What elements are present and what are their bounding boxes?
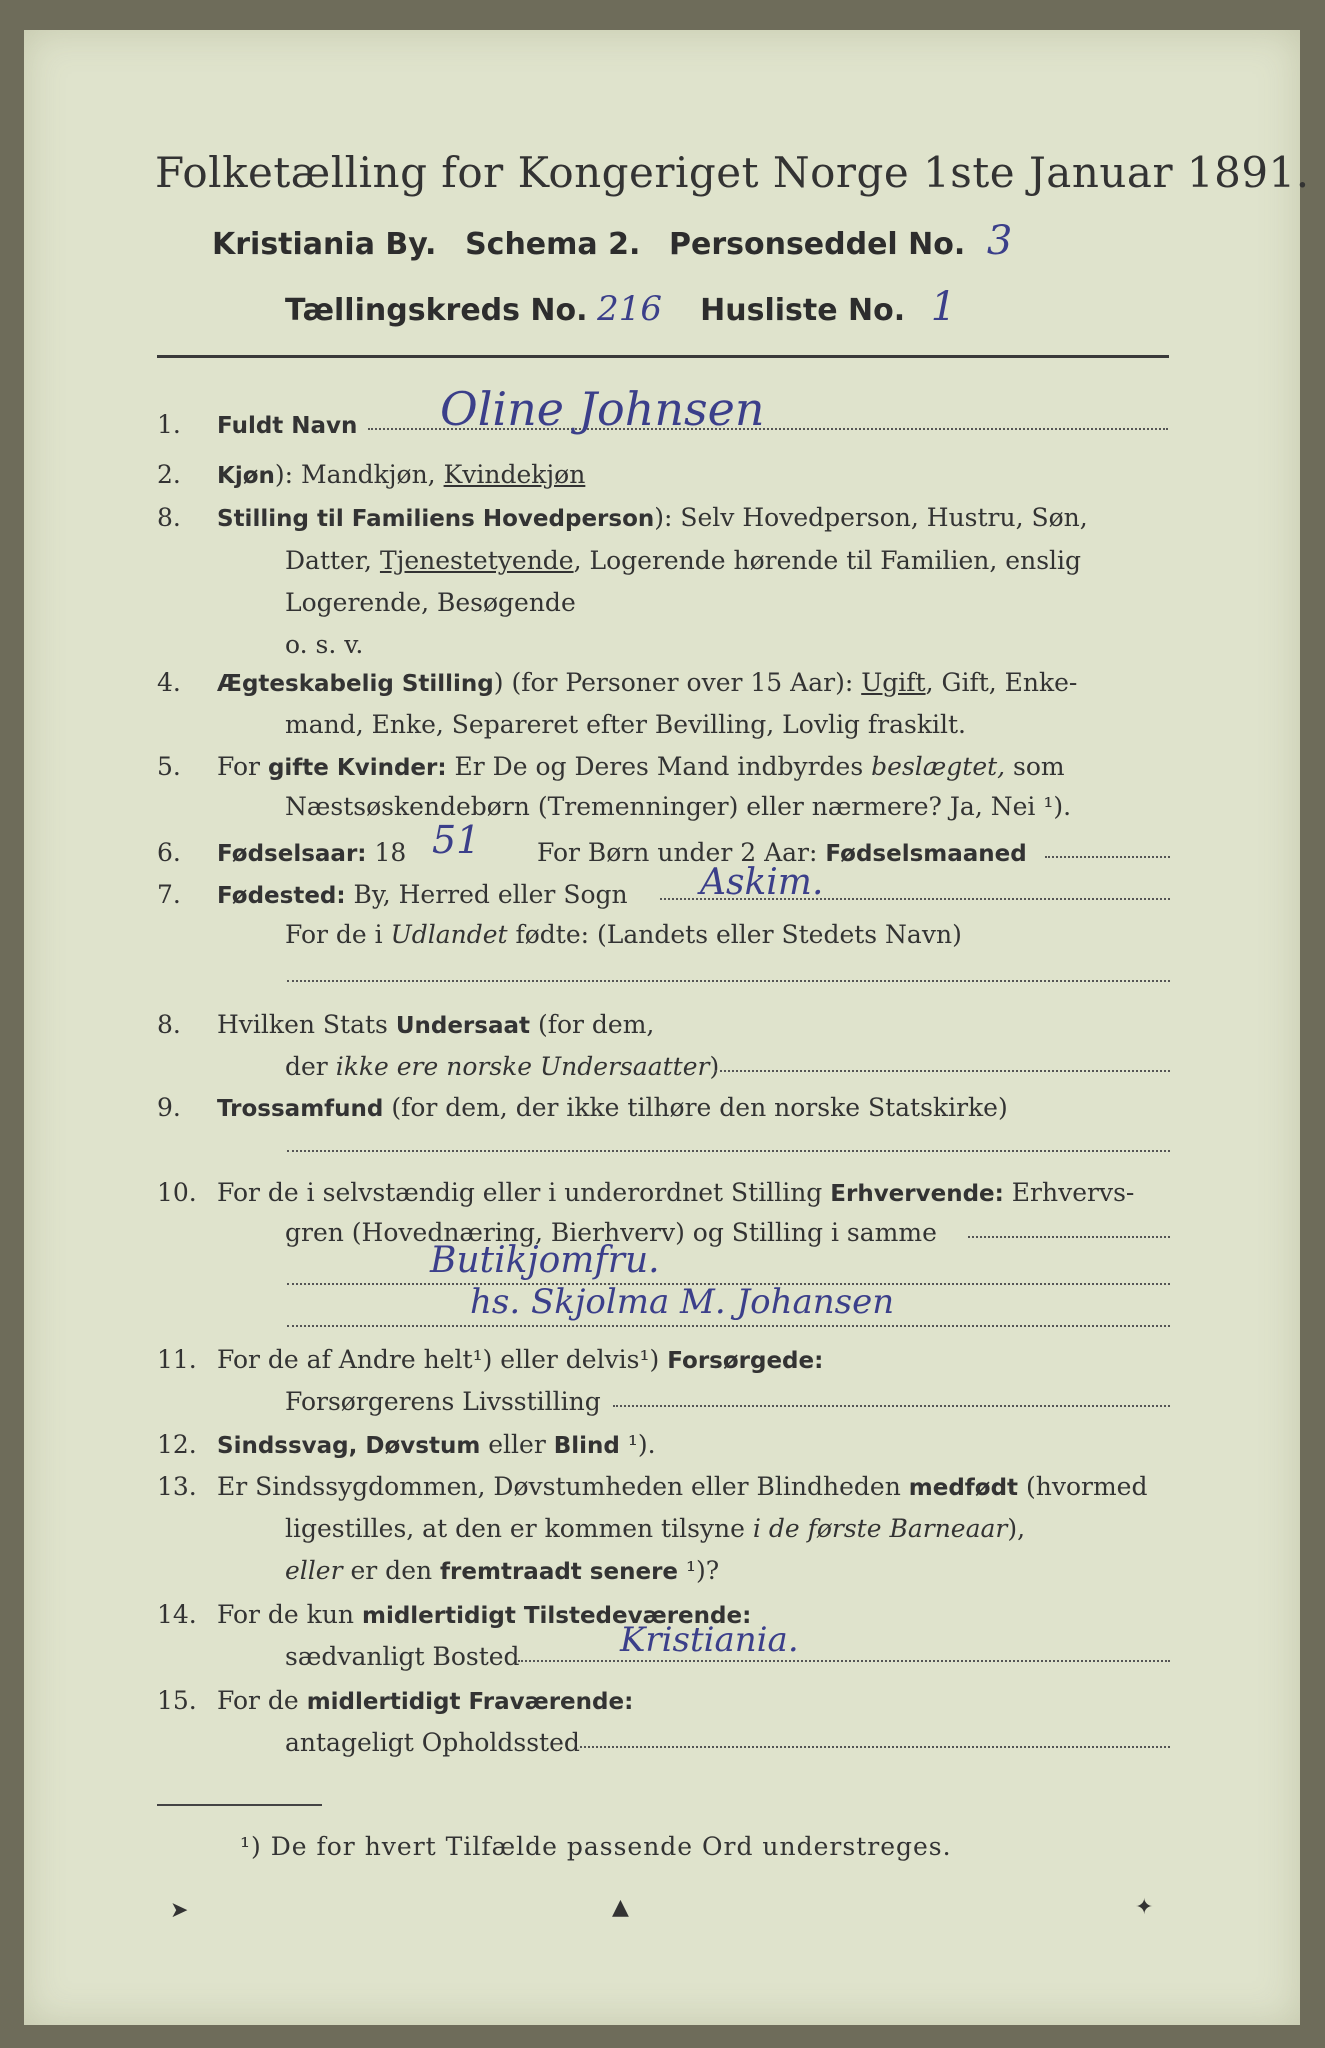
item-text: For de kun xyxy=(217,1600,362,1629)
item-3 xyxy=(157,503,1172,532)
kreds-label: Tællingskreds No. xyxy=(285,293,588,328)
item-15 xyxy=(157,1686,1172,1715)
personseddel-label: Personseddel No. xyxy=(668,227,966,262)
underlined-option: Kvindekjøn xyxy=(443,460,586,489)
item-label: medfødt xyxy=(908,1475,1019,1501)
item-number: 6. xyxy=(157,838,181,867)
item-text: ) (for Personer over 15 Aar): xyxy=(493,668,862,697)
item-text: i de første Barneaar xyxy=(752,1514,1008,1543)
item-text: For xyxy=(217,752,268,781)
item-8 xyxy=(157,1010,1172,1039)
item-text: ): Selv Hovedperson, Hustru, Søn, xyxy=(654,503,1088,532)
item-text: eller xyxy=(480,1430,554,1459)
answer-line xyxy=(580,1746,1170,1748)
form-title: Folketælling for Kongeriget Norge 1ste Januar 1891. xyxy=(155,148,1310,197)
registration-mark-icon: ✦ xyxy=(1135,1895,1154,1920)
item-text: ikke ere norske Undersaatter xyxy=(335,1052,710,1081)
form-subheader-2 xyxy=(285,284,956,330)
item-label: Trossamfund xyxy=(217,1096,384,1122)
item-11 xyxy=(157,1345,1172,1374)
item-label: Sindssvag, Døvstum xyxy=(217,1433,481,1459)
item-15-line-2: antageligt Opholdssted xyxy=(285,1728,580,1757)
item-text: Erhvervs- xyxy=(1003,1178,1135,1207)
husliste-value: 1 xyxy=(930,284,957,330)
item-5 xyxy=(157,752,1172,781)
answer-line xyxy=(715,1070,1170,1072)
item-number: 5. xyxy=(157,752,181,781)
full-name-answer: Oline Johnsen xyxy=(440,382,765,436)
item-text: For de xyxy=(217,1686,307,1715)
item-text: For de i xyxy=(285,920,391,949)
item-label: Fødselsaar: xyxy=(217,841,367,867)
year-prefix: 18 xyxy=(374,838,407,867)
item-3-line-3: Logerende, Besøgende xyxy=(285,588,576,617)
registration-mark-icon: ▲ xyxy=(612,1895,629,1920)
item-label: Ægteskabelig Stilling xyxy=(217,671,494,697)
personseddel-value: 3 xyxy=(986,218,1013,264)
item-text: For de af Andre helt¹) eller delvis¹) xyxy=(217,1345,668,1374)
item-3-line-4: o. s. v. xyxy=(285,630,364,659)
item-number: 8. xyxy=(157,1010,181,1039)
item-text: der xyxy=(285,1052,336,1081)
answer-line xyxy=(287,1325,1170,1327)
answer-line xyxy=(968,1236,1170,1238)
item-text: (hvormed xyxy=(1018,1472,1148,1501)
item-13-line-3 xyxy=(285,1556,719,1585)
answer-line xyxy=(613,1405,1170,1407)
item-text: For de i selvstændig eller i underordnet Stilling xyxy=(217,1178,831,1207)
birth-year-answer: 51 xyxy=(432,818,481,862)
item-label: gifte Kvinder: xyxy=(267,755,447,781)
item-text: By, Herred eller Sogn xyxy=(345,880,628,909)
item-text: Er Sindssygdommen, Døvstumheden eller Blindheden xyxy=(217,1472,909,1501)
item-text: , Gift, Enke- xyxy=(925,668,1078,697)
item-9 xyxy=(157,1093,1172,1122)
item-4-line-2: mand, Enke, Separeret efter Bevilling, Lovlig fraskilt. xyxy=(285,710,966,739)
item-label: Stilling til Familiens Hovedperson xyxy=(217,506,655,532)
item-text: ¹)? xyxy=(678,1556,720,1585)
item-text: Datter, xyxy=(285,546,380,575)
item-text: ): Mandkjøn, xyxy=(274,460,444,489)
item-number: 9. xyxy=(157,1093,181,1122)
header-rule xyxy=(157,355,1169,358)
answer-line xyxy=(1045,856,1170,858)
item-label: fremtraadt senere xyxy=(440,1559,679,1585)
item-number: 13. xyxy=(157,1472,197,1501)
item-number: 8. xyxy=(157,503,181,532)
form-subheader xyxy=(212,218,1012,264)
item-7-line-2 xyxy=(285,920,962,949)
city-label: Kristiania By. xyxy=(212,227,437,262)
item-label: Forsørgede: xyxy=(667,1348,824,1374)
footnote: ¹) De for hvert Tilfælde passende Ord understreges. xyxy=(240,1832,952,1861)
underlined-option: Ugift xyxy=(861,668,926,697)
registration-mark-icon: ➤ xyxy=(170,1898,189,1923)
answer-line xyxy=(287,980,1170,982)
item-11-line-2: Forsørgerens Livsstilling xyxy=(285,1387,601,1416)
item-text: fødte: (Landets eller Stedets Navn) xyxy=(507,920,962,949)
item-number: 10. xyxy=(157,1178,197,1207)
item-8-line-2 xyxy=(285,1052,719,1081)
item-label: Blind xyxy=(553,1433,620,1459)
item-text: (for dem, der ikke tilhøre den norske Statskirke) xyxy=(383,1093,1008,1122)
item-3-line-2 xyxy=(285,546,1081,575)
item-text: (for dem, xyxy=(530,1010,655,1039)
footnote-rule xyxy=(157,1804,322,1806)
item-number: 12. xyxy=(157,1430,197,1459)
item-text: ) xyxy=(709,1052,720,1081)
item-number: 14. xyxy=(157,1600,197,1629)
item-text: ), xyxy=(1007,1514,1026,1543)
item-label: Fødselsmaaned xyxy=(825,841,1027,867)
item-text: som xyxy=(1005,752,1065,781)
item-label: Undersaat xyxy=(395,1013,530,1039)
item-text: eller xyxy=(285,1556,343,1585)
item-10-line-2: gren (Hovednæring, Bierhverv) og Stilling i samme xyxy=(285,1218,937,1247)
item-10 xyxy=(157,1178,1172,1207)
birthplace-answer: Askim. xyxy=(700,862,824,903)
item-text: er den xyxy=(342,1556,441,1585)
item-number: 15. xyxy=(157,1686,197,1715)
item-label: Kjøn xyxy=(217,463,275,489)
employer-answer: hs. Skjolma M. Johansen xyxy=(470,1282,895,1322)
item-5-line-2: Næstsøskendebørn (Tremenninger) eller nærmere? Ja, Nei ¹). xyxy=(285,792,1072,821)
item-text: beslægtet, xyxy=(871,752,1006,781)
item-text: , Logerende hørende til Familien, enslig xyxy=(573,546,1082,575)
husliste-label: Husliste No. xyxy=(700,293,906,328)
item-label: Fuldt Navn xyxy=(217,413,358,439)
item-text: Hvilken Stats xyxy=(217,1010,396,1039)
item-label: Erhvervende: xyxy=(830,1181,1004,1207)
answer-line xyxy=(518,1660,1170,1662)
item-number: 4. xyxy=(157,668,181,697)
item-14-line-2: sædvanligt Bosted xyxy=(285,1642,520,1671)
underlined-option: Tjenestetyende xyxy=(379,546,574,575)
item-text: For Børn under 2 Aar: xyxy=(537,838,826,867)
item-text: Er De og Deres Mand indbyrdes xyxy=(446,752,872,781)
item-12 xyxy=(157,1430,1172,1459)
item-label: Fødested: xyxy=(217,883,346,909)
item-2 xyxy=(157,460,1172,489)
item-4 xyxy=(157,668,1172,697)
item-text: ligestilles, at den er kommen tilsyne xyxy=(285,1514,753,1543)
item-number: 1. xyxy=(157,410,181,439)
usual-residence-answer: Kristiania. xyxy=(620,1620,799,1660)
item-number: 2. xyxy=(157,460,181,489)
item-number: 11. xyxy=(157,1345,197,1374)
item-number: 7. xyxy=(157,880,181,909)
item-text: ¹). xyxy=(619,1430,656,1459)
item-label: midlertidigt Tilstedeværende: xyxy=(361,1603,752,1629)
kreds-value: 216 xyxy=(597,289,663,329)
schema-label: Schema 2. xyxy=(465,227,641,262)
item-7 xyxy=(157,880,1172,909)
item-13 xyxy=(157,1472,1172,1501)
item-text: Udlandet xyxy=(390,920,508,949)
occupation-answer: Butikjomfru. xyxy=(430,1240,660,1281)
item-13-line-2 xyxy=(285,1514,1025,1543)
item-label: midlertidigt Fraværende: xyxy=(306,1689,634,1715)
answer-line xyxy=(287,1150,1170,1152)
